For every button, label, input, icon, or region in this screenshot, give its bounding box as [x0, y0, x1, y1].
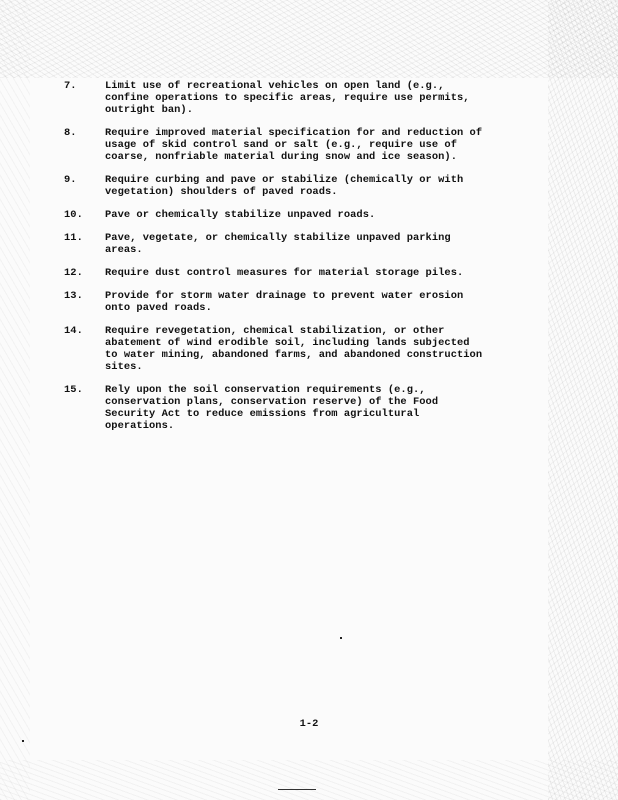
scan-speck: [340, 637, 342, 639]
item-text: Pave, vegetate, or chemically stabilize unpaved parking areas.: [105, 232, 451, 256]
item-text: Require revegetation, chemical stabilization, or other abatement of wind erodible soil, including lands subjected to water mining, abandoned farms, and abandoned construction sites.: [105, 325, 483, 373]
page-number: 1-2: [299, 718, 319, 730]
item-text: Require dust control measures for material storage piles.: [105, 267, 464, 279]
list-item: [64, 127, 574, 163]
list-item: [64, 174, 574, 198]
item-text: Require curbing and pave or stabilize (chemically or with vegetation) shoulders of paved roads.: [105, 174, 464, 198]
scan-noise-left: [0, 0, 30, 800]
list-item: [64, 290, 574, 314]
item-number: 9.: [64, 174, 77, 186]
item-number: 12.: [64, 267, 83, 279]
item-text: Limit use of recreational vehicles on open land (e.g., confine operations to specific areas, require use permits, outright ban).: [105, 80, 470, 116]
scan-noise-top: [0, 0, 618, 78]
item-text: Rely upon the soil conservation requirements (e.g., conservation plans, conservation reserve) of the Food Security Act to reduce emissions from agricultural operations.: [105, 384, 439, 432]
item-text: Pave or chemically stabilize unpaved roads.: [105, 209, 376, 221]
list-item: [64, 384, 574, 432]
scan-mark: [278, 789, 316, 790]
control-measures-list: [64, 80, 574, 443]
item-number: 14.: [64, 325, 83, 337]
item-number: 8.: [64, 127, 77, 139]
item-number: 11.: [64, 232, 83, 244]
item-number: 15.: [64, 384, 83, 396]
scan-noise-bottom: [0, 760, 618, 800]
list-item: [64, 325, 574, 373]
list-item: [64, 80, 574, 116]
item-number: 13.: [64, 290, 83, 302]
list-item: [64, 232, 574, 256]
list-item: [64, 267, 574, 279]
item-number: 10.: [64, 209, 83, 221]
item-text: Provide for storm water drainage to prevent water erosion onto paved roads.: [105, 290, 464, 314]
item-number: 7.: [64, 80, 77, 92]
item-text: Require improved material specification for and reduction of usage of skid control sand or salt (e.g., require use of coarse, nonfriable material during snow and ice season).: [105, 127, 483, 163]
list-item: [64, 209, 574, 221]
scan-speck: [22, 740, 24, 742]
